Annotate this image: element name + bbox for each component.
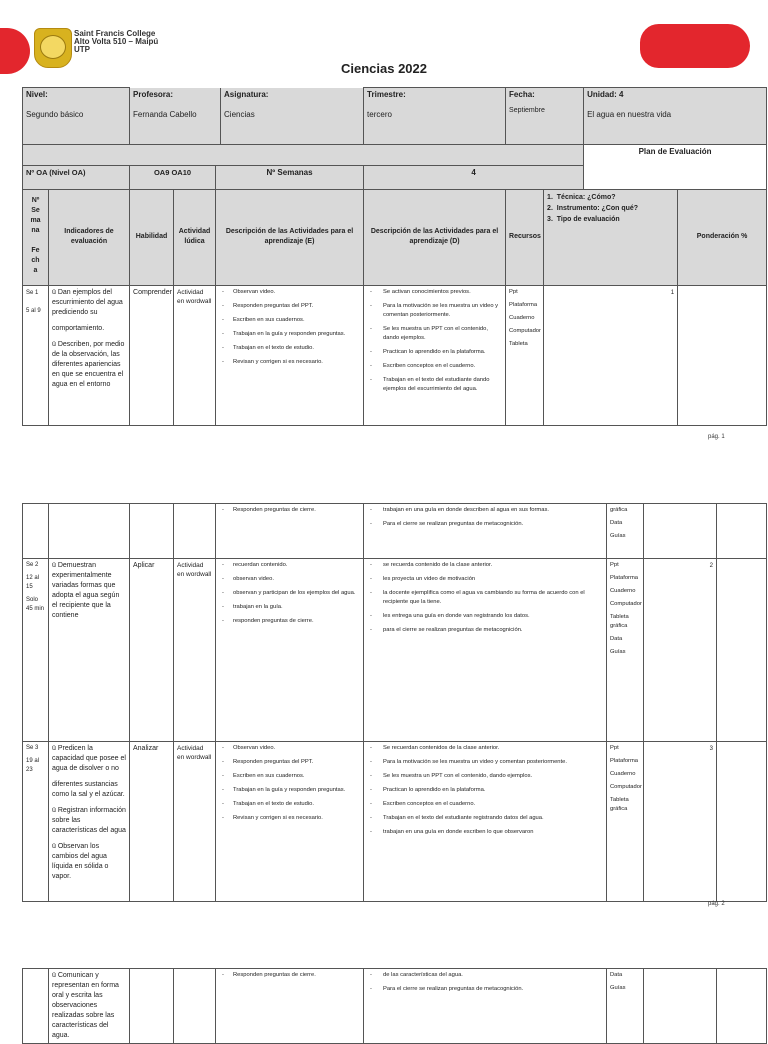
list-item: - trabajan en una guía en donde escriben lo que observaron xyxy=(367,828,603,837)
col-evaluacion: 1. Técnica: ¿Cómo? 2. Instrumento: ¿Con qué? 3. Tipo de evaluación xyxy=(544,189,678,285)
planning-table-page-2 xyxy=(22,503,767,902)
evaluacion-number: 2 xyxy=(644,559,717,742)
recursos-cell: Ppt Plataforma Cuaderno Computador Tableta xyxy=(506,285,544,425)
list-item: - Trabajan en la guía y responden preguntas. xyxy=(219,330,360,339)
col-semana: Nº Se ma na Fe ch a xyxy=(23,189,49,285)
evaluacion-number: 1 xyxy=(544,285,678,425)
list-item: - Escriben en sus cuadernos. xyxy=(219,772,360,781)
list-item: - Para el cierre se realizan preguntas de metacognición. xyxy=(367,985,603,994)
actividad-cell: Actividad en wordwall xyxy=(174,742,216,902)
list-item: - observan y participan de los ejemplos del agua. xyxy=(219,589,360,598)
col-desc-d: Descripción de las Actividades para el aprendizaje (D) xyxy=(364,189,506,285)
actividad-cell: Actividad en wordwall xyxy=(174,559,216,742)
asignatura-cell: Asignatura: Ciencias xyxy=(221,88,364,144)
desc-d-cell xyxy=(364,285,506,425)
semanas-label: Nº Semanas xyxy=(216,165,364,189)
list-item: - Escriben en sus cuadernos. xyxy=(219,316,360,325)
list-item: - Revisan y corrigen si es necesario. xyxy=(219,358,360,367)
list-item: - Se recuerdan contenidos de la clase anterior. xyxy=(367,744,603,753)
list-item: - Trabajan en el texto del estudiante registrando datos del agua. xyxy=(367,814,603,823)
list-item: - para el cierre se realizan preguntas de metacognición. xyxy=(367,626,603,635)
col-ponderacion: Ponderación % xyxy=(678,189,767,285)
col-actividad: Actividad lúdica xyxy=(174,189,216,285)
list-item: - Para el cierre se realizan preguntas de metacognición. xyxy=(367,520,603,529)
list-item: - Para la motivación se les muestra un video y comentan posteriormente. xyxy=(367,302,502,320)
list-item: - de las características del agua. xyxy=(367,971,603,980)
indicadores-cell: ü Comunican y representan en forma oral y escrita las observaciones realizadas sobre las características del agua. xyxy=(49,969,130,1044)
unidad-cell: Unidad: 4 El agua en nuestra vida xyxy=(584,88,767,145)
list-item: - Observan video. xyxy=(219,288,360,297)
list-item: - Trabajan en la guía y responden preguntas. xyxy=(219,786,360,795)
evaluacion-number: 3 xyxy=(644,742,717,902)
list-item: - Se les muestra un PPT con el contenido, dando ejemplos. xyxy=(367,772,603,781)
list-item: - responden preguntas de cierre. xyxy=(219,617,360,626)
list-item: - les entrega una guía en donde van registrando los datos. xyxy=(367,612,603,621)
col-habilidad: Habilidad xyxy=(130,189,174,285)
fecha-cell: Fecha: Septiembre xyxy=(506,88,584,145)
actividad-cell: Actividad en wordwall xyxy=(174,285,216,425)
page-number: pág. 1 xyxy=(708,434,725,440)
habilidad-cell: Comprender xyxy=(130,285,174,425)
list-item: - Se activan conocimientos previos. xyxy=(367,288,502,297)
planning-table-page-1 xyxy=(22,87,767,426)
list-item: - Escriben conceptos en el cuaderno. xyxy=(367,362,502,371)
list-item: - la docente ejemplifica como el agua va cambiando su forma de acuerdo con el recipiente que la tiene. xyxy=(367,589,603,607)
noa-value: OA9 OA10 xyxy=(130,165,216,189)
list-item: - Trabajan en el texto del estudiante dando ejemplos del escurrimiento del agua. xyxy=(367,376,502,394)
list-item: - Responden preguntas de cierre. xyxy=(219,506,360,515)
list-item: - Observan video. xyxy=(219,744,360,753)
list-item: - trabajan en la guía. xyxy=(219,603,360,612)
noa-label: Nº OA (Nivel OA) xyxy=(23,165,130,189)
list-item: - Trabajan en el texto de estudio. xyxy=(219,800,360,809)
list-item: - Escriben conceptos en el cuaderno. xyxy=(367,800,603,809)
school-name: Saint Francis College Alto Volta 510 – Maipú UTP xyxy=(74,29,159,54)
list-item: - Responden preguntas de cierre. xyxy=(219,971,360,980)
col-recursos: Recursos xyxy=(506,189,544,285)
trimestre-cell: Trimestre: tercero xyxy=(364,88,506,145)
semana-cell: Se 2 12 al 15 Solo 45 min xyxy=(23,559,49,742)
list-item: - les proyecta un video de motivación xyxy=(367,575,603,584)
semana-cell: Se 1 5 al 9 xyxy=(23,285,49,425)
page-title: Ciencias 2022 xyxy=(340,61,427,76)
profesora-cell: Profesora: Fernanda Cabello xyxy=(130,88,221,144)
list-item: - Practican lo aprendido en la plataforma. xyxy=(367,348,502,357)
habilidad-cell: Analizar xyxy=(130,742,174,902)
col-indicadores: Indicadores de evaluación xyxy=(49,189,130,285)
habilidad-cell: Aplicar xyxy=(130,559,174,742)
list-item: - observan video. xyxy=(219,575,360,584)
nivel-cell: Nivel: Segundo básico xyxy=(23,88,130,145)
table-row: Se 3 19 al 23 ü Predicen la capacidad que posee el agua de disolver o no diferentes sustancias como la sal y el azúcar. ü Registran información sobre las características del agua ü Observan los cambios del agua líquida en sólida o vapor. Analizar Actividad en wordwall - Observan video. - Responden preguntas del PPT. - Escriben en sus cuadernos. - Trabajan en la guía y responden preguntas. - Trabajan en el texto de estudio. - Revisan y corrigen si es necesario. - Se recuerdan contenidos de la clase anterior. - Para la motivación se les muestra un video y comentan posteriormente. - Se les muestra un PPT con el contenido, dando ejemplos. - Practican lo aprendido en la plataforma. - Escriben conceptos en el cuaderno. - Trabajan en el texto del estudiante registrando datos del agua. - trabajan en una guía en donde escriben lo que observaron Ppt Plataforma Cuaderno Computador Tableta gráfica 3 xyxy=(23,742,767,902)
page-number: pág. 2 xyxy=(708,901,725,907)
planning-table-page-3 xyxy=(22,968,767,1044)
desc-e-cell xyxy=(216,285,364,425)
table-row xyxy=(23,285,767,425)
indicadores-cell: ü Predicen la capacidad que posee el agua de disolver o no diferentes sustancias como la sal y el azúcar. ü Registran información sobre las características del agua ü Observan los cambios del agua líquida en sólida o vapor. xyxy=(49,742,130,902)
list-item: - Responden preguntas del PPT. xyxy=(219,758,360,767)
list-item: - Se les muestra un PPT con el contenido, dando ejemplos. xyxy=(367,325,502,343)
col-desc-e: Descripción de las Actividades para el aprendizaje (E) xyxy=(216,189,364,285)
list-item: - Responden preguntas del PPT. xyxy=(219,302,360,311)
list-item: - Revisan y corrigen si es necesario. xyxy=(219,814,360,823)
table-row: - Responden preguntas de cierre. - trabajan en una guía en donde describen al agua en sus formas. - Para el cierre se realizan preguntas de metacognición. gráfica Data Guías xyxy=(23,504,767,559)
indicadores-cell: ü Demuestran experimentalmente variadas formas que adopta el agua según el recipiente que la contiene xyxy=(49,559,130,742)
semana-cell: Se 3 19 al 23 xyxy=(23,742,49,902)
indicadores-cell: ü Dan ejemplos del escurrimiento del agua prediciendo su comportamiento. ü Describen, por medio de la observación, las diferentes apariencias en que se encuentra el agua en el entorno xyxy=(49,285,130,425)
table-row: Se 2 12 al 15 Solo 45 min ü Demuestran experimentalmente variadas formas que adopta el agua según el recipiente que la contiene Aplicar Actividad en wordwall - recuerdan contenido. - observan video. - observan y participan de los ejemplos del agua. - trabajan en la guía. - responden preguntas de cierre. - se recuerda contenido de la clase anterior. - les proyecta un video de motivación - la docente ejemplifica como el agua va cambiando su forma de acuerdo con el recipiente que la tiene. - les entrega una guía en donde van registrando los datos. - para el cierre se realizan preguntas de metacognición. Ppt Plataforma Cuaderno Computador Tableta gráfica Data Guías 2 xyxy=(23,559,767,742)
semanas-value: 4 xyxy=(364,165,584,189)
list-item: - Trabajan en el texto de estudio. xyxy=(219,344,360,353)
list-item: - se recuerda contenido de la clase anterior. xyxy=(367,561,603,570)
list-item: - trabajan en una guía en donde describen al agua en sus formas. xyxy=(367,506,603,515)
table-row: ü Comunican y representan en forma oral y escrita las observaciones realizadas sobre las características del agua. - Responden preguntas de cierre. - de las características del agua. - Para el cierre se realizan preguntas de metacognición. Data Guías xyxy=(23,969,767,1044)
list-item: - recuerdan contenido. xyxy=(219,561,360,570)
plan-evaluacion-header: Plan de Evaluación xyxy=(584,144,767,189)
list-item: - Para la motivación se les muestra un video y comentan posteriormente. xyxy=(367,758,603,767)
list-item: - Practican lo aprendido en la plataforma. xyxy=(367,786,603,795)
